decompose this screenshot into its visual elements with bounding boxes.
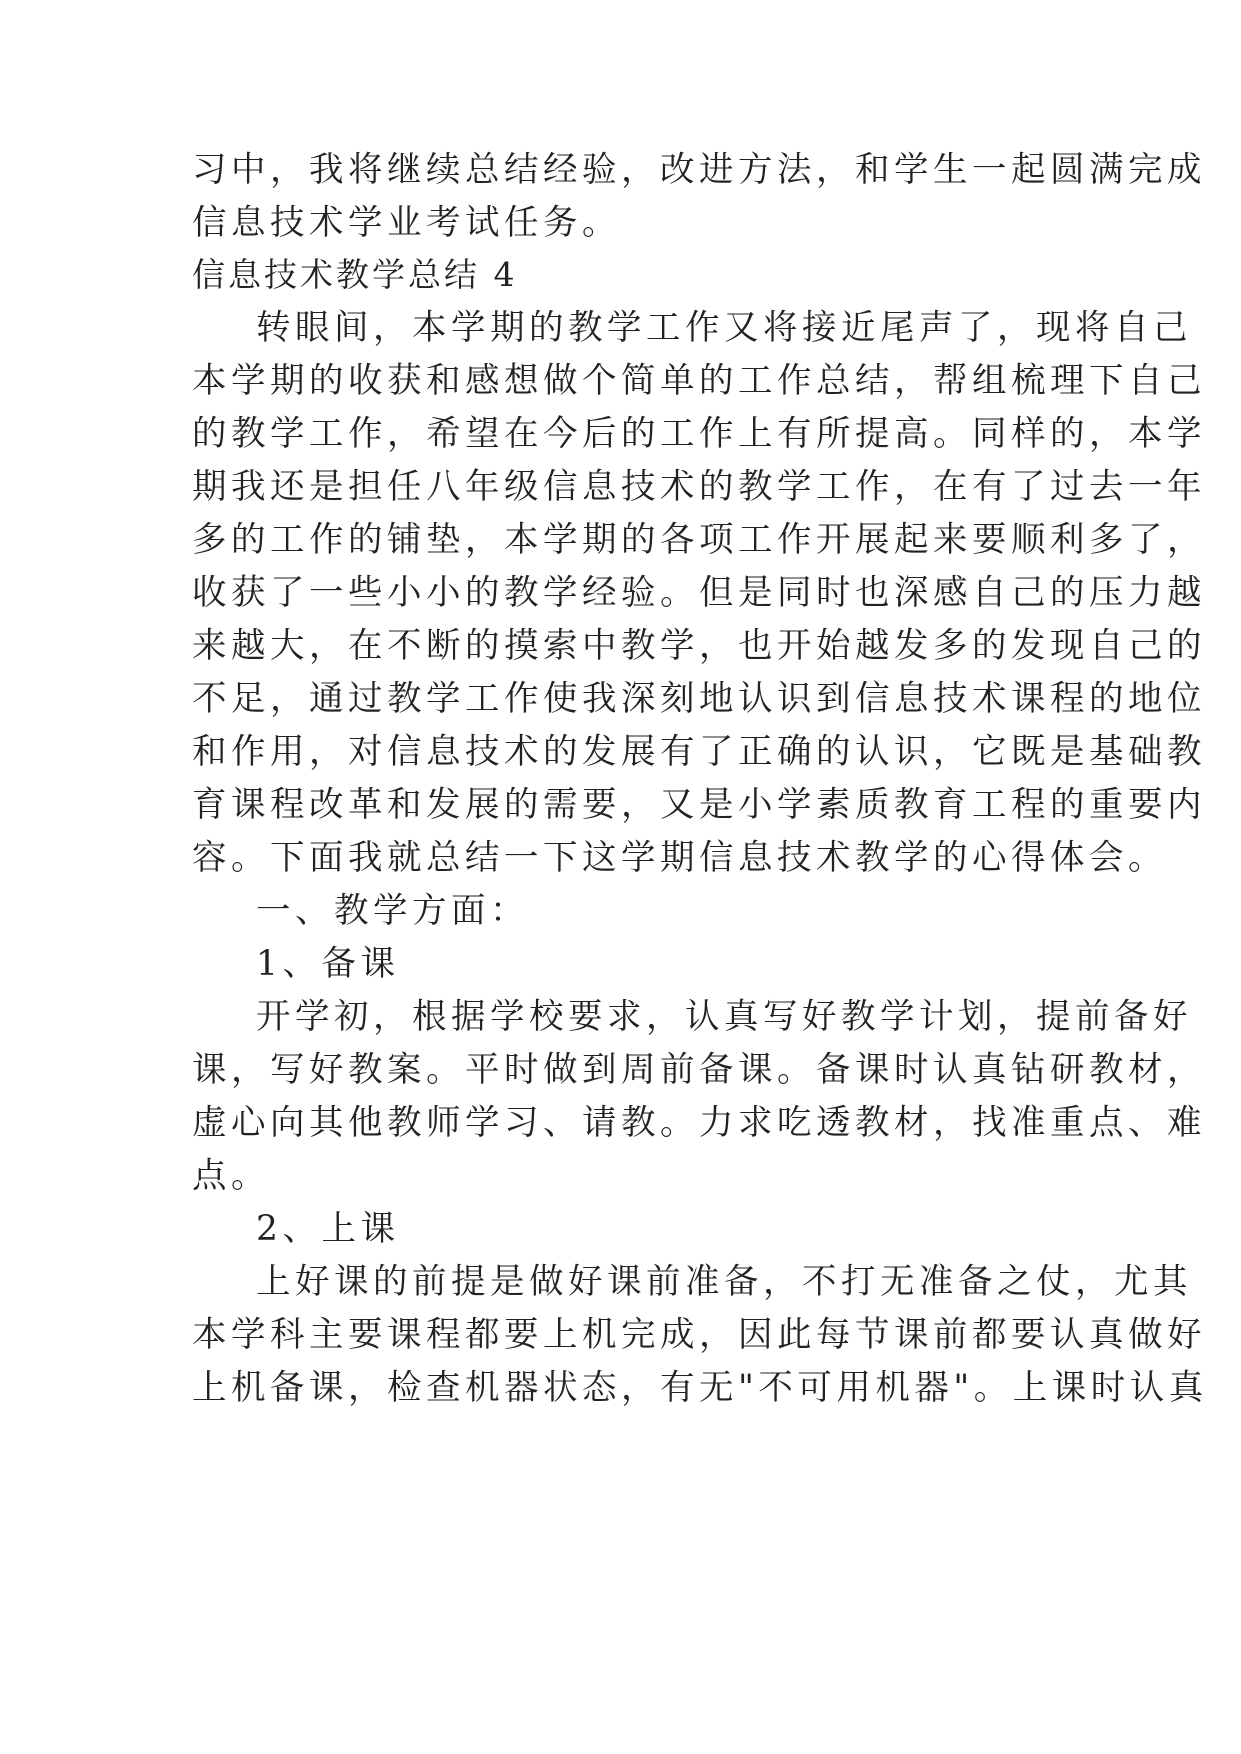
text-line: 育课程改革和发展的需要，又是小学素质教育工程的重要内 <box>192 785 1206 825</box>
paragraph-first-line: 开学初，根据学校要求，认真写好教学计划，提前备好 <box>256 997 1192 1037</box>
item-heading: 1、备课 <box>256 944 400 984</box>
text-line: 容。下面我就总结一下这学期信息技术教学的心得体会。 <box>192 838 1167 878</box>
text-line: 来越大，在不断的摸索中教学，也开始越发多的发现自己的 <box>192 626 1206 666</box>
text-line: 的教学工作，希望在今后的工作上有所提高。同样的，本学 <box>192 414 1206 454</box>
text-line: 信息技术学业考试任务。 <box>192 203 621 243</box>
subsection-heading: 一、教学方面： <box>256 891 529 931</box>
text-line: 收获了一些小小的教学经验。但是同时也深感自己的压力越 <box>192 573 1206 613</box>
text-line: 上机备课，检查机器状态，有无"不可用机器"。上课时认真 <box>192 1368 1208 1408</box>
text-line: 多的工作的铺垫，本学期的各项工作开展起来要顺利多了， <box>192 520 1206 560</box>
text-line: 期我还是担任八年级信息技术的教学工作，在有了过去一年 <box>192 467 1206 507</box>
paragraph-first-line: 上好课的前提是做好课前准备，不打无准备之仗，尤其 <box>256 1262 1192 1302</box>
text-line: 虚心向其他教师学习、请教。力求吃透教材，找准重点、难 <box>192 1103 1206 1143</box>
text-line: 习中，我将继续总结经验，改进方法，和学生一起圆满完成 <box>192 150 1206 190</box>
text-line: 和作用，对信息技术的发展有了正确的认识，它既是基础教 <box>192 732 1206 772</box>
item-heading: 2、上课 <box>256 1209 400 1249</box>
text-line: 点。 <box>192 1156 270 1196</box>
section-heading: 信息技术教学总结 4 <box>192 255 518 294</box>
text-line: 本学期的收获和感想做个简单的工作总结，帮组梳理下自己 <box>192 361 1206 401</box>
text-line: 本学科主要课程都要上机完成，因此每节课前都要认真做好 <box>192 1315 1206 1355</box>
text-line: 课，写好教案。平时做到周前备课。备课时认真钻研教材， <box>192 1050 1206 1090</box>
text-line: 不足，通过教学工作使我深刻地认识到信息技术课程的地位 <box>192 679 1206 719</box>
paragraph-first-line: 转眼间，本学期的教学工作又将接近尾声了，现将自己 <box>256 308 1192 348</box>
